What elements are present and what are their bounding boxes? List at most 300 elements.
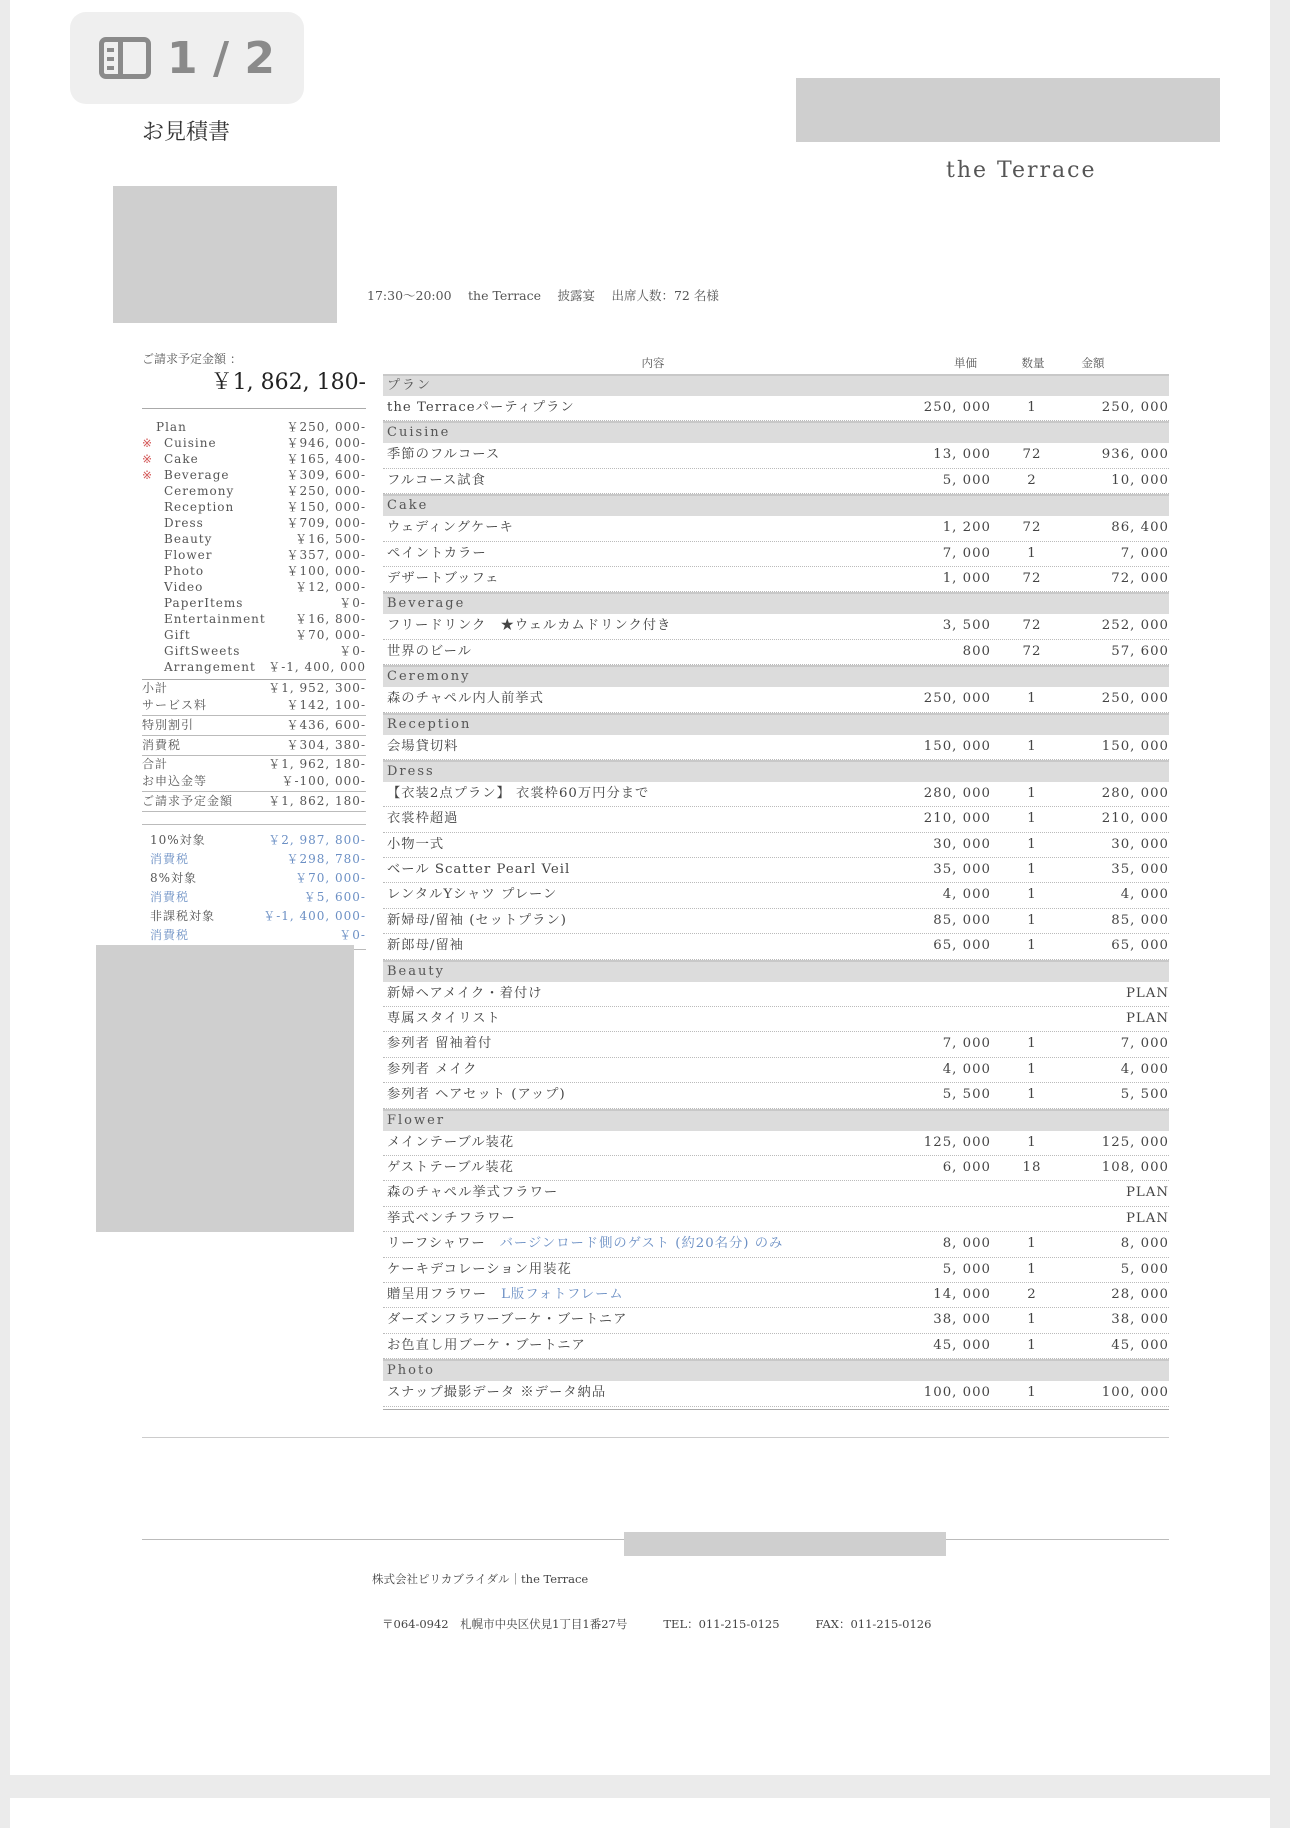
total-name: 特別割引 bbox=[142, 718, 195, 732]
brand-name: the Terrace bbox=[946, 158, 1097, 183]
unit-price: 150, 000 bbox=[923, 738, 991, 754]
amount: 108, 000 bbox=[1101, 1159, 1169, 1175]
table-header bbox=[383, 352, 1169, 374]
total-value: ￥1, 952, 300- bbox=[268, 681, 366, 695]
amount: 936, 000 bbox=[1101, 447, 1169, 463]
amount: 30, 000 bbox=[1111, 836, 1169, 852]
item-desc: 挙式ベンチフラワー bbox=[387, 1210, 516, 1226]
item-cell bbox=[383, 782, 876, 806]
tax-name: 消費税 bbox=[150, 852, 190, 866]
unit-price: 38, 000 bbox=[933, 1312, 991, 1328]
quantity: 72 bbox=[1022, 520, 1042, 536]
category-name: Arrangement bbox=[164, 660, 256, 674]
category-value: ￥100, 000- bbox=[286, 564, 366, 578]
amount: PLAN bbox=[1125, 985, 1169, 1001]
next-page-edge bbox=[10, 1798, 1270, 1828]
category-mark: ※ bbox=[142, 436, 154, 450]
category-row bbox=[142, 579, 366, 595]
table-row bbox=[383, 1334, 1169, 1359]
item-cell bbox=[383, 1232, 876, 1256]
category-row bbox=[142, 627, 366, 643]
amount: 100, 000 bbox=[1101, 1385, 1169, 1401]
amount: 28, 000 bbox=[1111, 1286, 1169, 1302]
quantity: 1 bbox=[1027, 938, 1037, 954]
item-desc: 新婦母/留袖 (セットプラン) bbox=[387, 912, 567, 928]
quantity: 1 bbox=[1027, 811, 1037, 827]
quantity: 1 bbox=[1027, 1061, 1037, 1077]
quantity: 1 bbox=[1027, 1036, 1037, 1052]
table-row bbox=[383, 858, 1169, 883]
amount: 150, 000 bbox=[1101, 738, 1169, 754]
item-cell bbox=[383, 909, 876, 933]
item-desc: お色直し用ブーケ・ブートニア bbox=[387, 1337, 586, 1353]
total-row bbox=[142, 696, 366, 716]
table-row bbox=[383, 567, 1169, 592]
table-body bbox=[383, 374, 1169, 1407]
table-row bbox=[383, 443, 1169, 468]
table-row bbox=[383, 516, 1169, 541]
item-cell bbox=[383, 982, 876, 1006]
amount: 7, 000 bbox=[1120, 545, 1169, 561]
section-header: Cake bbox=[383, 494, 1169, 516]
unit-price: 100, 000 bbox=[923, 1385, 991, 1401]
item-desc: 新郎母/留袖 bbox=[387, 938, 464, 954]
table-row bbox=[383, 640, 1169, 665]
total-row bbox=[142, 792, 366, 812]
amount: 65, 000 bbox=[1111, 938, 1169, 954]
amount: 250, 000 bbox=[1101, 691, 1169, 707]
table-row bbox=[383, 1181, 1169, 1206]
item-cell bbox=[383, 1007, 876, 1031]
total-value: ￥-100, 000- bbox=[281, 774, 366, 788]
total-row bbox=[142, 756, 366, 772]
section-header: Photo bbox=[383, 1359, 1169, 1381]
quantity: 1 bbox=[1027, 738, 1037, 754]
item-desc: フルコース試食 bbox=[387, 472, 486, 488]
category-name: Ceremony bbox=[164, 484, 235, 498]
amount: 45, 000 bbox=[1111, 1337, 1169, 1353]
item-desc: 贈呈用フラワー bbox=[387, 1286, 488, 1302]
item-cell bbox=[383, 542, 876, 566]
unit-price: 250, 000 bbox=[923, 691, 991, 707]
quantity bbox=[991, 1007, 1061, 1031]
table-row bbox=[383, 735, 1169, 760]
category-value: ￥16, 800- bbox=[295, 612, 366, 626]
header-amount: 金額 bbox=[1081, 356, 1105, 370]
total-value: ￥1, 962, 180- bbox=[268, 757, 366, 771]
quantity: 1 bbox=[1027, 836, 1037, 852]
quantity: 1 bbox=[1027, 1087, 1037, 1103]
item-desc: 参列者 ヘアセット (アップ) bbox=[387, 1087, 566, 1103]
unit-price: 5, 000 bbox=[942, 1261, 991, 1277]
item-desc: 会場貸切料 bbox=[387, 738, 459, 754]
category-name: Plan bbox=[156, 420, 187, 434]
unit-price: 13, 000 bbox=[933, 447, 991, 463]
totals-list bbox=[142, 680, 366, 812]
unit-price: 3, 500 bbox=[942, 618, 991, 634]
unit-price: 35, 000 bbox=[933, 862, 991, 878]
tax-value: ￥-1, 400, 000- bbox=[263, 909, 366, 923]
total-value: ￥304, 380- bbox=[286, 738, 366, 752]
header-unit: 単価 bbox=[954, 356, 977, 370]
unit-price: 4, 000 bbox=[942, 887, 991, 903]
unit-price: 4, 000 bbox=[942, 1061, 991, 1077]
unit-price: 1, 200 bbox=[942, 520, 991, 536]
tax-name: 非課税対象 bbox=[150, 909, 216, 923]
item-cell bbox=[383, 1083, 876, 1107]
item-cell bbox=[383, 1308, 876, 1332]
quantity: 1 bbox=[1027, 1337, 1037, 1353]
item-note: L版フォトフレーム bbox=[501, 1286, 624, 1302]
tax-row bbox=[150, 907, 366, 926]
item-cell bbox=[383, 858, 876, 882]
item-cell bbox=[383, 396, 876, 420]
category-value: ￥16, 500- bbox=[295, 532, 366, 546]
quantity: 1 bbox=[1027, 1385, 1037, 1401]
category-value: ￥357, 000- bbox=[286, 548, 366, 562]
page-indicator[interactable] bbox=[70, 12, 304, 104]
amount: 35, 000 bbox=[1111, 862, 1169, 878]
tax-name: 消費税 bbox=[150, 928, 190, 942]
amount: PLAN bbox=[1125, 1185, 1169, 1201]
category-row bbox=[142, 435, 366, 451]
footer-fax: FAX：011-215-0126 bbox=[815, 1617, 932, 1631]
quantity bbox=[991, 1207, 1061, 1231]
amount: 7, 000 bbox=[1120, 1036, 1169, 1052]
table-row bbox=[383, 1308, 1169, 1333]
amount: 5, 500 bbox=[1120, 1087, 1169, 1103]
quantity bbox=[991, 982, 1061, 1006]
unit-price: 85, 000 bbox=[933, 912, 991, 928]
category-value: ￥-1, 400, 000 bbox=[268, 660, 366, 674]
table-row bbox=[383, 1207, 1169, 1232]
amount: 38, 000 bbox=[1111, 1312, 1169, 1328]
section-header: Beauty bbox=[383, 960, 1169, 982]
item-desc: 小物一式 bbox=[387, 836, 445, 852]
unit-price: 250, 000 bbox=[923, 400, 991, 415]
item-desc: リーフシャワー bbox=[387, 1236, 486, 1252]
footer bbox=[372, 1542, 931, 1662]
item-desc: ウェディングケーキ bbox=[387, 520, 514, 536]
table-row bbox=[383, 1283, 1169, 1308]
total-name: 合計 bbox=[142, 757, 169, 771]
unit-price: 7, 000 bbox=[942, 1036, 991, 1052]
table-row bbox=[383, 1058, 1169, 1083]
item-cell bbox=[383, 1181, 876, 1205]
unit-price bbox=[876, 1181, 991, 1205]
total-row bbox=[142, 716, 366, 736]
item-cell bbox=[383, 1334, 876, 1358]
total-row bbox=[142, 680, 366, 696]
item-cell bbox=[383, 1258, 876, 1282]
unit-price: 6, 000 bbox=[942, 1159, 991, 1175]
item-cell bbox=[383, 883, 876, 907]
tax-name: 10%対象 bbox=[150, 833, 206, 847]
section-header: Dress bbox=[383, 760, 1169, 782]
total-row bbox=[142, 736, 366, 756]
table-row bbox=[383, 1381, 1169, 1406]
quantity: 1 bbox=[1027, 400, 1037, 415]
tax-row bbox=[150, 926, 366, 945]
unit-price: 5, 000 bbox=[942, 472, 991, 488]
category-row bbox=[142, 563, 366, 579]
item-cell bbox=[383, 807, 876, 831]
category-name: Dress bbox=[164, 516, 204, 530]
table-row bbox=[383, 1083, 1169, 1108]
category-row bbox=[142, 419, 366, 435]
table-row bbox=[383, 614, 1169, 639]
category-row bbox=[142, 451, 366, 467]
category-value: ￥946, 000- bbox=[286, 436, 366, 450]
category-row bbox=[142, 499, 366, 515]
tax-value: ￥70, 000- bbox=[295, 871, 366, 885]
quantity: 1 bbox=[1027, 1261, 1037, 1277]
total-name: サービス料 bbox=[142, 698, 208, 712]
unit-price: 800 bbox=[962, 643, 991, 659]
tax-name: 消費税 bbox=[150, 890, 190, 904]
total-value: ￥436, 600- bbox=[286, 718, 366, 732]
redacted-block-client bbox=[113, 186, 337, 323]
item-desc: 世界のビール bbox=[387, 643, 472, 659]
table-row bbox=[383, 1131, 1169, 1156]
amount: 125, 000 bbox=[1101, 1134, 1169, 1150]
item-cell bbox=[383, 1207, 876, 1231]
tax-value: ￥298, 780- bbox=[286, 852, 366, 866]
quantity: 1 bbox=[1027, 1312, 1037, 1328]
category-row bbox=[142, 515, 366, 531]
amount: PLAN bbox=[1125, 1011, 1169, 1027]
category-name: Cuisine bbox=[164, 436, 217, 450]
tax-list bbox=[142, 824, 366, 950]
unit-price: 30, 000 bbox=[933, 836, 991, 852]
item-cell bbox=[383, 833, 876, 857]
category-row bbox=[142, 643, 366, 659]
quantity: 18 bbox=[1022, 1159, 1042, 1175]
unit-price: 8, 000 bbox=[942, 1236, 991, 1252]
table-row bbox=[383, 833, 1169, 858]
tax-value: ￥2, 987, 800- bbox=[268, 833, 366, 847]
category-value: ￥0- bbox=[339, 644, 366, 658]
category-name: PaperItems bbox=[164, 596, 244, 610]
item-desc: 参列者 メイク bbox=[387, 1061, 478, 1077]
category-row bbox=[142, 483, 366, 499]
quantity: 72 bbox=[1022, 570, 1042, 586]
redacted-block-left bbox=[96, 945, 354, 1232]
total-name: お申込金等 bbox=[142, 774, 208, 788]
table-row bbox=[383, 883, 1169, 908]
category-row bbox=[142, 467, 366, 483]
category-name: GiftSweets bbox=[164, 644, 241, 658]
summary-panel bbox=[142, 350, 366, 950]
tax-value: ￥5, 600- bbox=[303, 890, 366, 904]
table-row bbox=[383, 1258, 1169, 1283]
item-note: バージンロード側のゲスト (約20名分) のみ bbox=[499, 1236, 784, 1252]
category-mark: ※ bbox=[142, 452, 154, 466]
total-name: 消費税 bbox=[142, 738, 182, 752]
section-header: Ceremony bbox=[383, 665, 1169, 687]
header-qty: 数量 bbox=[1021, 356, 1045, 370]
category-row bbox=[142, 531, 366, 547]
category-row bbox=[142, 659, 366, 675]
item-desc: レンタルYシャツ プレーン bbox=[387, 887, 558, 903]
category-value: ￥309, 600- bbox=[286, 468, 366, 482]
item-cell bbox=[383, 469, 876, 493]
footer-tel: TEL：011-215-0125 bbox=[663, 1617, 780, 1631]
footer-address: 〒064-0942 札幌市中央区伏見1丁目1番27号 bbox=[382, 1617, 628, 1631]
item-cell bbox=[383, 640, 876, 664]
category-value: ￥250, 000- bbox=[286, 420, 366, 434]
category-value: ￥12, 000- bbox=[295, 580, 366, 594]
quantity: 1 bbox=[1027, 862, 1037, 878]
item-desc: 森のチャペル挙式フラワー bbox=[387, 1185, 559, 1201]
tax-value: ￥0- bbox=[339, 928, 366, 942]
item-cell bbox=[383, 687, 876, 711]
category-name: Reception bbox=[164, 500, 235, 514]
page-count: 1 / 2 bbox=[167, 32, 275, 84]
tax-row bbox=[150, 869, 366, 888]
category-name: Entertainment bbox=[164, 612, 266, 626]
unit-price: 14, 000 bbox=[933, 1286, 991, 1302]
item-desc: ゲストテーブル装花 bbox=[387, 1159, 514, 1175]
item-cell bbox=[383, 443, 876, 467]
item-cell bbox=[383, 516, 876, 540]
amount: 72, 000 bbox=[1111, 570, 1169, 586]
unit-price: 210, 000 bbox=[923, 811, 991, 827]
redacted-block-header bbox=[796, 78, 1220, 142]
table-row bbox=[383, 542, 1169, 567]
header-desc: 内容 bbox=[641, 356, 665, 370]
item-desc: ベール Scatter Pearl Veil bbox=[387, 862, 571, 878]
category-value: ￥250, 000- bbox=[286, 484, 366, 498]
unit-price: 5, 500 bbox=[942, 1087, 991, 1103]
unit-price: 7, 000 bbox=[942, 545, 991, 561]
item-desc: ケーキデコレーション用装花 bbox=[387, 1261, 572, 1277]
item-cell bbox=[383, 934, 876, 958]
quantity: 72 bbox=[1022, 447, 1042, 463]
section-header: Beverage bbox=[383, 592, 1169, 614]
unit-price: 1, 000 bbox=[942, 570, 991, 586]
item-cell bbox=[383, 1032, 876, 1056]
item-desc: 季節のフルコース bbox=[387, 447, 501, 463]
table-row bbox=[383, 782, 1169, 807]
total-amount: ￥1, 862, 180- bbox=[142, 365, 366, 409]
item-desc: ダーズンフラワーブーケ・ブートニア bbox=[387, 1312, 628, 1328]
section-header: Flower bbox=[383, 1109, 1169, 1131]
item-cell bbox=[383, 735, 876, 759]
category-list bbox=[142, 419, 366, 680]
tax-name: 8%対象 bbox=[150, 871, 198, 885]
quantity: 1 bbox=[1027, 691, 1037, 707]
divider bbox=[142, 1437, 1169, 1438]
quantity: 72 bbox=[1022, 618, 1042, 634]
category-value: ￥70, 000- bbox=[295, 628, 366, 642]
item-cell bbox=[383, 1131, 876, 1155]
item-desc: 専属スタイリスト bbox=[387, 1011, 501, 1027]
quantity: 1 bbox=[1027, 1236, 1037, 1252]
unit-price bbox=[876, 1207, 991, 1231]
unit-price bbox=[876, 982, 991, 1006]
quantity: 72 bbox=[1022, 643, 1042, 659]
table-row bbox=[383, 687, 1169, 712]
unit-price bbox=[876, 1007, 991, 1031]
unit-price: 280, 000 bbox=[923, 785, 991, 801]
amount: 85, 000 bbox=[1111, 912, 1169, 928]
unit-price: 45, 000 bbox=[933, 1337, 991, 1353]
amount: 250, 000 bbox=[1101, 400, 1169, 415]
item-cell bbox=[383, 1381, 876, 1405]
table-row bbox=[383, 1156, 1169, 1181]
category-name: Flower bbox=[164, 548, 213, 562]
tax-row bbox=[150, 831, 366, 850]
item-desc: デザートブッフェ bbox=[387, 570, 500, 586]
document-title: お見積書 bbox=[142, 120, 231, 145]
item-desc: 参列者 留袖着付 bbox=[387, 1036, 493, 1052]
item-desc: 森のチャペル内人前挙式 bbox=[387, 691, 544, 707]
total-name: 小計 bbox=[142, 681, 169, 695]
amount: 86, 400 bbox=[1111, 520, 1169, 536]
document-page bbox=[10, 0, 1270, 1775]
category-row bbox=[142, 611, 366, 627]
tax-row bbox=[150, 888, 366, 907]
table-row bbox=[383, 909, 1169, 934]
amount: 10, 000 bbox=[1111, 472, 1169, 488]
item-desc: フリードリンク ★ウェルカムドリンク付き bbox=[387, 618, 672, 634]
table-row bbox=[383, 469, 1169, 494]
amount: 252, 000 bbox=[1101, 618, 1169, 634]
category-name: Beverage bbox=[164, 468, 230, 482]
category-value: ￥709, 000- bbox=[286, 516, 366, 530]
item-cell bbox=[383, 1283, 876, 1307]
amount: 4, 000 bbox=[1120, 887, 1169, 903]
item-desc: 【衣装2点プラン】 衣裳枠60万円分まで bbox=[387, 785, 650, 801]
total-name: ご請求予定金額 bbox=[142, 794, 234, 808]
section-header: Reception bbox=[383, 713, 1169, 735]
quantity: 2 bbox=[1027, 472, 1037, 488]
category-value: ￥0- bbox=[339, 596, 366, 610]
section-header: プラン bbox=[383, 374, 1169, 396]
category-name: Photo bbox=[164, 564, 205, 578]
table-row bbox=[383, 807, 1169, 832]
amount: PLAN bbox=[1125, 1210, 1169, 1226]
item-desc: 衣裳枠超過 bbox=[387, 811, 459, 827]
table-row bbox=[383, 1232, 1169, 1257]
footer-company: 株式会社ピリカブライダル｜the Terrace bbox=[372, 1572, 589, 1586]
item-desc: the Terraceパーティプラン bbox=[387, 400, 575, 415]
total-value: ￥142, 100- bbox=[286, 698, 366, 712]
category-row bbox=[142, 547, 366, 563]
item-desc: 新婦ヘアメイク・着付け bbox=[387, 985, 543, 1001]
amount: 8, 000 bbox=[1120, 1236, 1169, 1252]
item-desc: メインテーブル装花 bbox=[387, 1134, 515, 1150]
item-cell bbox=[383, 567, 876, 591]
category-name: Beauty bbox=[164, 532, 213, 546]
item-cell bbox=[383, 1156, 876, 1180]
table-row bbox=[383, 1032, 1169, 1057]
table-row bbox=[383, 934, 1169, 959]
unit-price: 125, 000 bbox=[923, 1134, 991, 1150]
amount: 210, 000 bbox=[1101, 811, 1169, 827]
quantity: 1 bbox=[1027, 887, 1037, 903]
category-mark: ※ bbox=[142, 468, 154, 482]
table-row bbox=[383, 1007, 1169, 1032]
tax-row bbox=[150, 850, 366, 869]
total-label: ご請求予定金額 ： bbox=[142, 352, 242, 366]
item-cell bbox=[383, 1058, 876, 1082]
table-row bbox=[383, 396, 1169, 421]
quantity bbox=[991, 1181, 1061, 1205]
quantity: 1 bbox=[1027, 912, 1037, 928]
event-info: 17:30～20:00 the Terrace 披露宴 出席人数：72 名様 bbox=[367, 288, 719, 303]
